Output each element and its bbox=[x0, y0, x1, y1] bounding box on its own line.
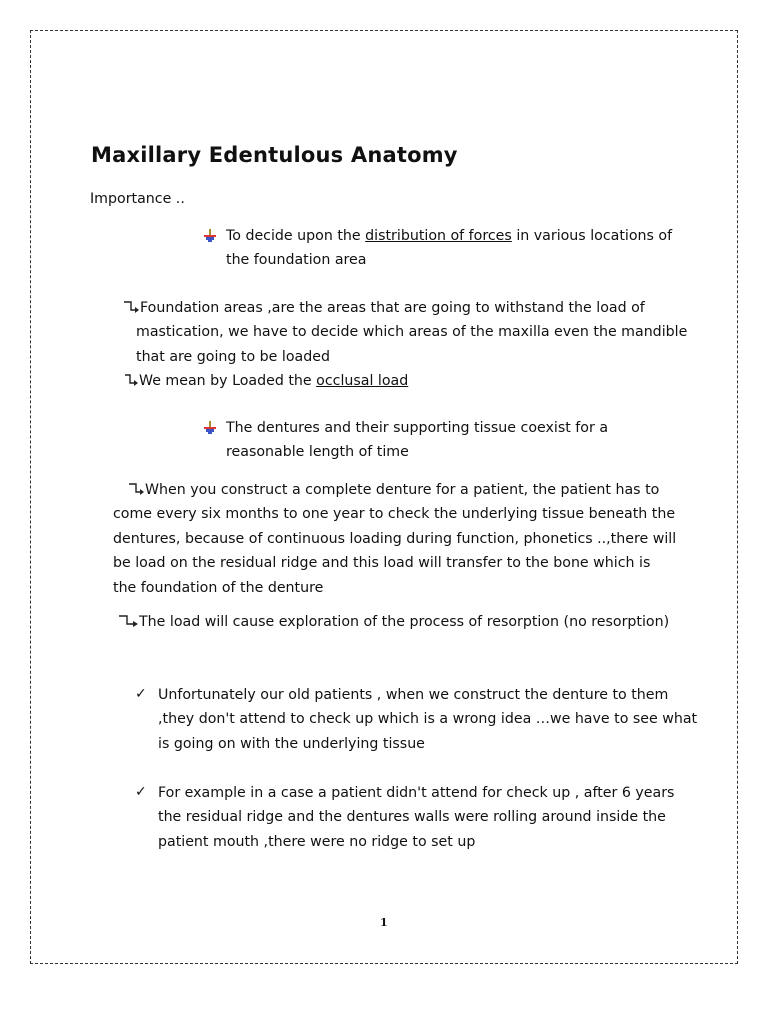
checkmark-icon: ✓ bbox=[135, 686, 147, 702]
arrow-bullet-icon bbox=[203, 229, 217, 243]
turn-arrow-icon bbox=[117, 613, 139, 627]
check-old-patients: Unfortunately our old patients , when we construct the denture to them ,they don't attend to check up which is a wrong idea …we have to see what is going on with the underlying tissue bbox=[158, 687, 698, 752]
arrow-bullet-icon bbox=[203, 421, 217, 435]
occlusal-load-term: occlusal load bbox=[316, 373, 409, 389]
turn-arrow-icon bbox=[123, 372, 139, 386]
note-complete-denture: When you construct a complete denture for a patient, the patient has to come every six months to one year to check the underlying tissue beneath the dentures, because of continuous loading during function, phonetics ..,there will be load on the residual ridge and this load will transfer to the bone which is the foundation of the denture bbox=[113, 482, 677, 596]
distribution-of-forces-term: distribution of forces bbox=[365, 228, 512, 244]
point-distribution-of-forces: To decide upon the distribution of forces in various locations of the foundation area bbox=[226, 228, 673, 269]
check-example-case: For example in a case a patient didn't attend for check up , after 6 years the residual ridge and the dentures walls were rolling around inside the patient mouth ,there were no ridge to set up bbox=[158, 785, 675, 850]
note-resorption: The load will cause exploration of the process of resorption (no resorption) bbox=[117, 610, 669, 634]
page-number: 1 bbox=[380, 916, 388, 929]
turn-arrow-icon bbox=[122, 299, 140, 313]
importance-label: Importance .. bbox=[90, 191, 185, 207]
checkmark-icon: ✓ bbox=[135, 784, 147, 800]
point-dentures-coexist: The dentures and their supporting tissue coexist for a reasonable length of time bbox=[226, 420, 609, 461]
note-loaded: We mean by Loaded the occlusal load bbox=[123, 369, 408, 393]
note-foundation-areas: Foundation areas ,are the areas that are going to withstand the load of mastication, we have to decide which areas of the maxilla even the mandible that are going to be loaded bbox=[122, 296, 687, 369]
turn-arrow-icon bbox=[127, 481, 145, 495]
document-title: Maxillary Edentulous Anatomy bbox=[91, 143, 458, 167]
